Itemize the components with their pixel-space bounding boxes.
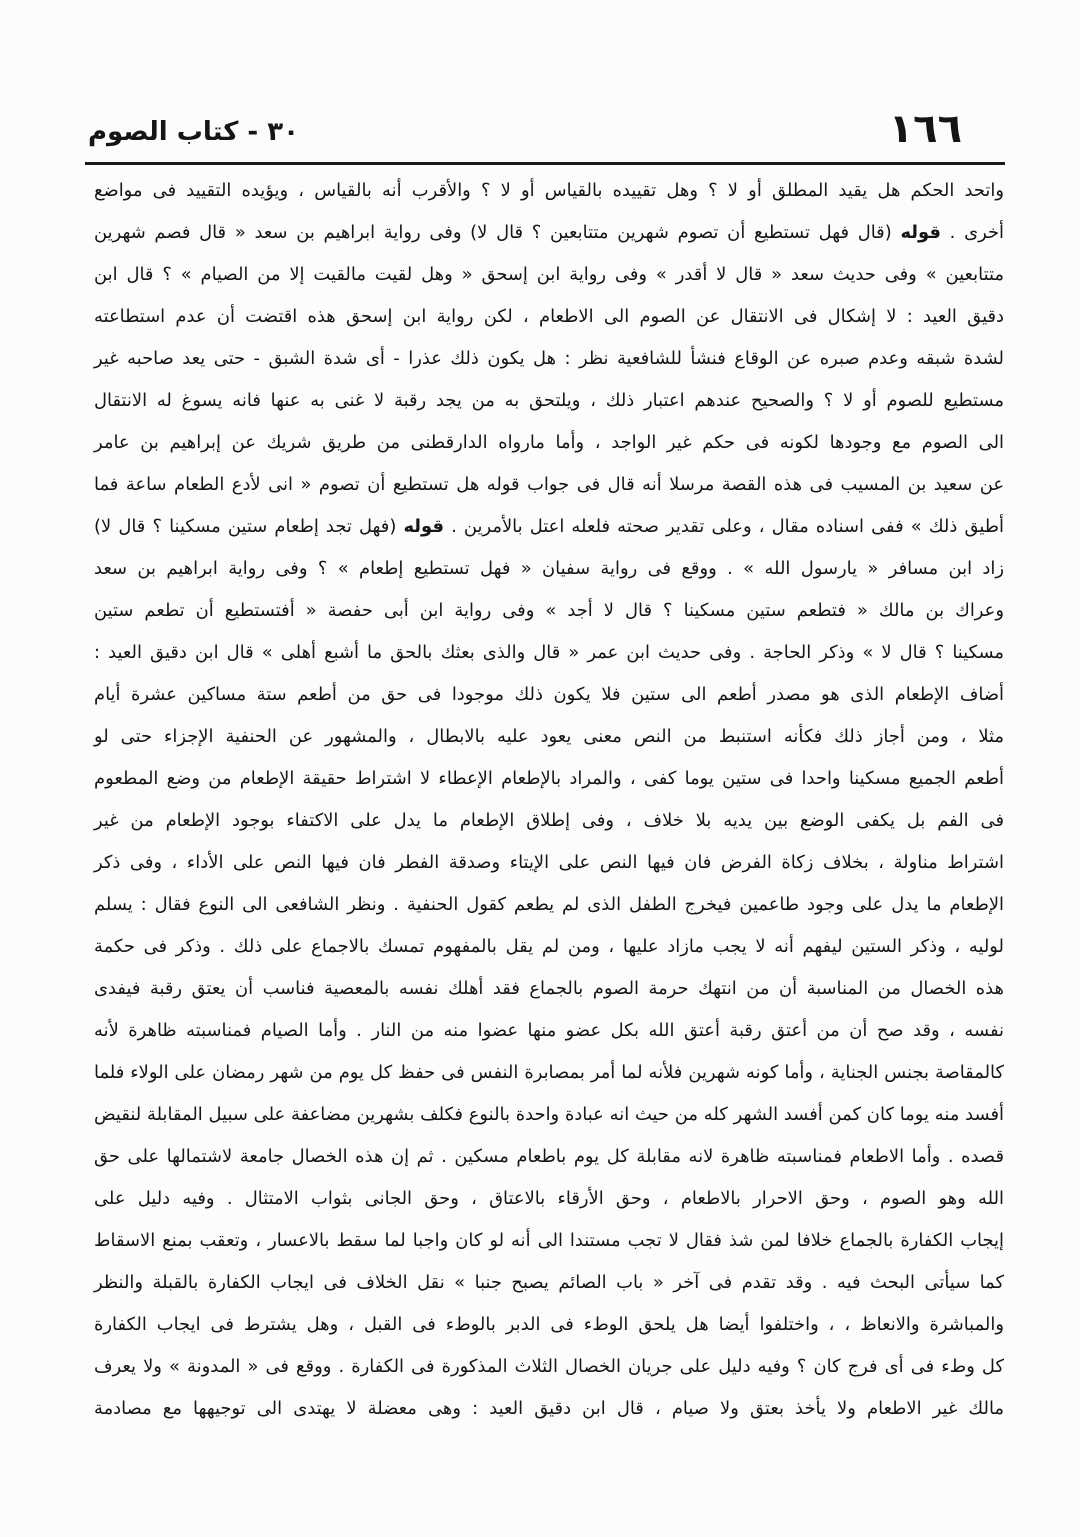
line-text bbox=[94, 632, 1004, 674]
line-text bbox=[94, 1220, 1004, 1262]
line-segment: إيجاب الكفارة بالجماع خلافا لمن شذ فقال لا تجب مستندا الى أنه لو كان واجبا لما سقط بالاعسار ، وتعقب بمنع الاسقاط bbox=[94, 1230, 1004, 1251]
line-text bbox=[94, 884, 1004, 926]
line-segment: (فهل تجد إطعام ستين مسكينا ؟ قال لا) bbox=[94, 516, 404, 537]
line-text bbox=[94, 1136, 1004, 1178]
line-segment: وعراك بن مالك « فتطعم ستين مسكينا ؟ قال لا أجد » وفى رواية ابن أبى حفصة « أفتستطيع أن تطعم ستين bbox=[94, 600, 1004, 621]
text-line bbox=[92, 800, 1004, 842]
commentary-marker: قوله bbox=[900, 222, 941, 243]
text-line bbox=[92, 1136, 1004, 1178]
text-line bbox=[92, 926, 1004, 968]
line-text bbox=[94, 380, 1004, 422]
line-segment: أضاف الإطعام الذى هو مصدر أطعم الى ستين فلا يكون ذلك موجودا فى حق من أطعم ستة مساكين عشرة أيام bbox=[94, 684, 1004, 705]
line-segment: هذه الخصال من المناسبة أن من انتهك حرمة الصوم بالجماع فقد أهلك نفسه بالمعصية فناسب أن يعتق رقبة فيفدى bbox=[94, 978, 1004, 999]
line-segment: دقيق العيد : لا إشكال فى الانتقال عن الصوم الى الاطعام ، لكن رواية ابن إسحق هذه اقتضت أن عدم استطاعته bbox=[94, 306, 1004, 327]
line-text bbox=[94, 842, 1004, 884]
line-text bbox=[94, 1010, 1004, 1052]
header-rule bbox=[85, 162, 1005, 165]
text-line bbox=[92, 1094, 1004, 1136]
body-text bbox=[92, 170, 1004, 1430]
line-segment: قصده . وأما الاطعام فمناسبته ظاهرة لانه مقابلة كل يوم باطعام مسكين . ثم إن هذه الخصال جامعة لاشتمالها على حق bbox=[94, 1146, 1004, 1167]
text-line bbox=[92, 254, 1004, 296]
line-text bbox=[94, 506, 1004, 548]
text-line bbox=[92, 1262, 1004, 1304]
line-text bbox=[94, 1094, 1004, 1136]
text-line bbox=[92, 1052, 1004, 1094]
line-segment: كما سيأتى البحث فيه . وقد تقدم فى آخر « باب الصائم يصبح جنبا » نقل الخلاف فى ايجاب الكفارة بالقبلة والنظر bbox=[94, 1272, 1004, 1293]
text-line bbox=[92, 1178, 1004, 1220]
text-line bbox=[92, 968, 1004, 1010]
page-number: ١٦٦ bbox=[888, 106, 962, 152]
line-segment: متتابعين » وفى حديث سعد « قال لا أقدر » وفى رواية ابن إسحق « وهل لقيت مالقيت إلا من الصيام » ؟ قال ابن bbox=[94, 264, 1004, 285]
line-segment: اشتراط مناولة ، بخلاف زكاة الفرض فان فيها النص على الإيتاء وصدقة الفطر فان فيها النص على الأداء ، وفى ذكر bbox=[94, 852, 1004, 873]
line-text bbox=[94, 800, 1004, 842]
line-segment: كالمقاصة بجنس الجناية ، وأما كونه شهرين فلأنه لما أمر بمصابرة النفس فى حفظ كل يوم من شهر رمضان على الولاء فلما bbox=[94, 1062, 1004, 1083]
line-text bbox=[94, 1052, 1004, 1094]
line-segment: فى الفم بل يكفى الوضع بين يديه بلا خلاف ، وفى إطلاق الإطعام ما يدل على الاكتفاء بوجود الإطعام من غير bbox=[94, 810, 1004, 831]
text-line bbox=[92, 842, 1004, 884]
line-segment: أفسد منه يوما كان كمن أفسد الشهر كله من حيث انه عبادة واحدة بالنوع فكلف بشهرين مضاعفة على سبيل المقابلة لنقيض bbox=[94, 1104, 1004, 1125]
line-text bbox=[94, 968, 1004, 1010]
text-line bbox=[92, 674, 1004, 716]
text-line bbox=[92, 590, 1004, 632]
line-segment: أطيق ذلك » ففى اسناده مقال ، وعلى تقدير صحته فلعله اعتل بالأمرين . bbox=[443, 516, 1004, 537]
line-segment: واتحد الحكم هل يقيد المطلق أو لا ؟ وهل تقييده بالقياس أو لا ؟ والأقرب أنه بالقياس ، ويؤيده التقييد فى مواضع bbox=[94, 180, 1004, 201]
line-segment: (قال فهل تستطيع أن تصوم شهرين متتابعين ؟ قال لا) وفى رواية ابراهيم بن سعد « قال فصم شهرين bbox=[93, 222, 901, 243]
text-line bbox=[92, 548, 1004, 590]
text-line bbox=[92, 170, 1004, 212]
line-segment: كل وطء فى أى فرج كان ؟ وفيه دليل على جريان الخصال الثلاث المذكورة فى الكفارة . ووقع فى « المدونة » ولا يعرف bbox=[94, 1356, 1004, 1377]
line-text bbox=[94, 590, 1004, 632]
line-text bbox=[94, 1178, 1004, 1220]
text-line bbox=[92, 380, 1004, 422]
line-segment: مثلا ، ومن أجاز ذلك فكأنه استنبط من النص معنى يعود عليه بالابطال ، والمشهور عن الحنفية الإجزاء حتى لو bbox=[94, 726, 1004, 747]
line-segment: نفسه ، وقد صح أن من أعتق رقبة أعتق الله بكل عضو منها عضوا منه من النار . وأما الصيام فمناسبته ظاهرة لأنه bbox=[94, 1020, 1004, 1041]
text-line bbox=[92, 296, 1004, 338]
text-line bbox=[92, 464, 1004, 506]
text-line bbox=[92, 1304, 1004, 1346]
line-text bbox=[94, 758, 1004, 800]
line-text bbox=[94, 464, 1004, 506]
line-text bbox=[94, 926, 1004, 968]
line-segment: لوليه ، وذكر الستين ليفهم أنه لا يجب مازاد عليها ، ومن لم يقل بالمفهوم تمسك بالاجماع على ذلك . وذكر فى حكمة bbox=[94, 936, 1004, 957]
line-segment: أخرى . bbox=[940, 222, 1004, 243]
text-line bbox=[92, 758, 1004, 800]
line-segment: الى الصوم مع وجودها لكونه فى حكم غير الواجد ، وأما مارواه الدارقطنى من طريق شريك عن إبراهيم بن عامر bbox=[94, 432, 1004, 453]
line-text bbox=[94, 296, 1004, 338]
text-line bbox=[92, 1388, 1004, 1430]
text-line bbox=[92, 716, 1004, 758]
commentary-marker: قوله bbox=[403, 516, 444, 537]
line-segment: الله وهو الصوم ، وحق الاحرار بالاطعام ، وحق الأرقاء بالاعتاق ، وحق الجانى بثواب الامتثال . وفيه دليل على bbox=[94, 1188, 1004, 1209]
line-text bbox=[94, 674, 1004, 716]
line-segment: عن سعيد بن المسيب فى هذه القصة مرسلا أنه قال فى جواب قوله هل تستطيع أن تصوم « انى لأدع الطعام ساعة فما bbox=[94, 474, 1004, 495]
line-segment: زاد ابن مسافر « يارسول الله » . ووقع فى رواية سفيان « فهل تستطيع إطعام » ؟ وفى رواية ابراهيم بن سعد bbox=[94, 558, 1004, 579]
text-line bbox=[92, 632, 1004, 674]
line-text bbox=[94, 716, 1004, 758]
line-text bbox=[94, 212, 1004, 254]
line-text bbox=[94, 1262, 1004, 1304]
line-text bbox=[94, 338, 1004, 380]
line-segment: لشدة شبقه وعدم صبره عن الوقاع فنشأ للشافعية نظر : هل يكون ذلك عذرا - أى شدة الشبق - حتى يعد صاحبه غير bbox=[94, 348, 1004, 369]
line-segment: أطعم الجميع مسكينا واحدا فى ستين يوما كفى ، والمراد بالإطعام الإعطاء لا اشتراط حقيقة الإطعام من وضع المطعوم bbox=[94, 768, 1004, 789]
chapter-title: ٣٠ - كتاب الصوم bbox=[88, 117, 299, 147]
text-line bbox=[92, 338, 1004, 380]
text-line bbox=[92, 1220, 1004, 1262]
line-segment: مالك غير الاطعام ولا يأخذ بعتق ولا صيام ، قال ابن دقيق العيد : وهى معضلة لا يهتدى الى توجيهها مع مصادمة bbox=[94, 1398, 1004, 1419]
line-segment: والمباشرة والانعاظ ، ، واختلفوا أيضا هل يلحق الوطء فى الدبر بالوطء فى القبل ، وهل يشترط فى ايجاب الكفارة bbox=[94, 1314, 1004, 1335]
line-segment: مسكينا ؟ قال لا » وذكر الحاجة . وفى حديث ابن عمر « قال والذى بعثك بالحق ما أشبع أهلى » قال ابن دقيق العيد : bbox=[94, 642, 1004, 663]
line-text bbox=[94, 548, 1004, 590]
text-line bbox=[92, 212, 1004, 254]
text-line bbox=[92, 506, 1004, 548]
line-text bbox=[94, 1304, 1004, 1346]
text-line bbox=[92, 422, 1004, 464]
line-segment: الإطعام ما يدل على وجود طاعمين فيخرج الطفل الذى لم يطعم كقول الحنفية . ونظر الشافعى الى النوع فقال : يسلم bbox=[94, 894, 1004, 915]
text-line bbox=[92, 1346, 1004, 1388]
text-line bbox=[92, 1010, 1004, 1052]
line-segment: مستطيع للصوم أو لا ؟ والصحيح عندهم اعتبار ذلك ، ويلتحق به من يجد رقبة لا غنى به عنها فانه يسوغ له الانتقال bbox=[94, 390, 1004, 411]
text-line bbox=[92, 884, 1004, 926]
line-text bbox=[94, 1388, 1004, 1430]
line-text bbox=[94, 1346, 1004, 1388]
line-text bbox=[94, 170, 1004, 212]
line-text bbox=[94, 422, 1004, 464]
line-text bbox=[94, 254, 1004, 296]
